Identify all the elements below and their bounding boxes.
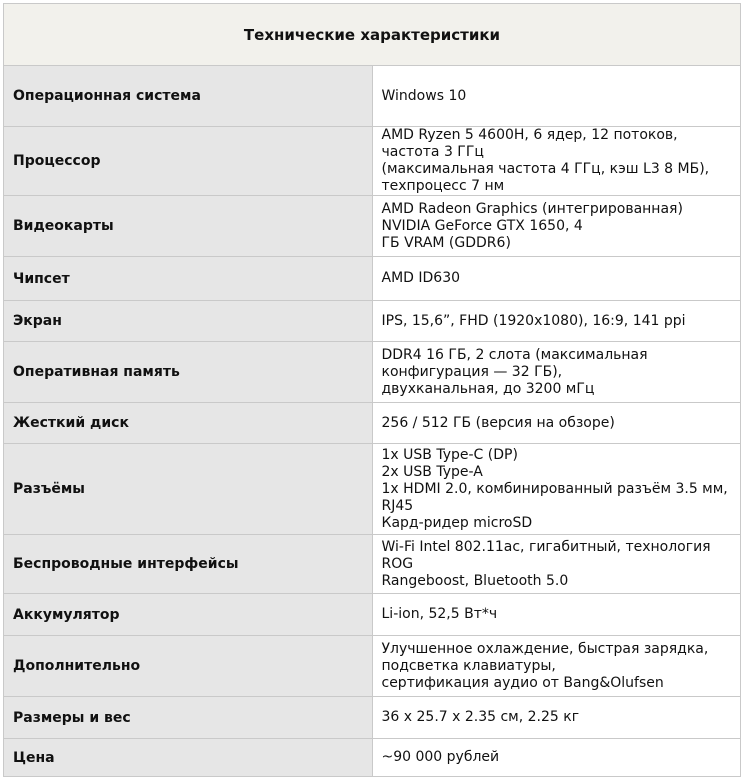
row-label: Беспроводные интерфейсы xyxy=(4,535,373,594)
specs-table xyxy=(3,3,741,777)
value-line: Wi-Fi Intel 802.11ac, гигабитный, технология ROG xyxy=(381,538,711,572)
value-line: AMD ID630 xyxy=(381,270,461,286)
value-line: Rangeboost, Bluetooth 5.0 xyxy=(381,572,569,589)
row-value xyxy=(372,257,741,301)
row-value xyxy=(372,636,741,697)
value-line: ГБ VRAM (GDDR6) xyxy=(381,234,511,251)
row-label: Жесткий диск xyxy=(4,403,373,444)
table-title: Технические характеристики xyxy=(4,4,741,66)
row-value xyxy=(372,535,741,594)
table-row xyxy=(4,127,741,196)
value-line: 1x USB Type-C (DP) xyxy=(381,446,518,463)
row-value xyxy=(372,127,741,196)
row-value xyxy=(372,301,741,342)
table-row xyxy=(4,535,741,594)
table-row xyxy=(4,444,741,535)
row-label: Чипсет xyxy=(4,257,373,301)
table-row xyxy=(4,403,741,444)
value-line: Кард-ридер microSD xyxy=(381,514,533,531)
table-row xyxy=(4,66,741,127)
value-line: (максимальная частота 4 ГГц, кэш L3 8 МБ), техпроцесс 7 нм xyxy=(381,161,710,194)
value-line: IPS, 15,6”, FHD (1920x1080), 16:9, 141 ppi xyxy=(381,312,686,329)
row-value xyxy=(372,594,741,636)
table-row xyxy=(4,594,741,636)
row-label: Оперативная память xyxy=(4,342,373,403)
row-value xyxy=(372,444,741,535)
table-title-row xyxy=(4,4,741,66)
row-label: Процессор xyxy=(4,127,373,196)
table-row xyxy=(4,196,741,257)
row-label: Экран xyxy=(4,301,373,342)
row-label: Размеры и вес xyxy=(4,697,373,739)
value-line: 36 x 25.7 x 2.35 см, 2.25 кг xyxy=(381,709,580,725)
table-row xyxy=(4,697,741,739)
value-line: сертификация аудио от Bang&Olufsen xyxy=(381,674,664,691)
row-value xyxy=(372,196,741,257)
value-line: AMD Radeon Graphics (интегрированная) NVIDIA GeForce GTX 1650, 4 xyxy=(381,200,683,234)
row-label: Операционная система xyxy=(4,66,373,127)
row-value xyxy=(372,66,741,127)
table-row xyxy=(4,301,741,342)
table-row xyxy=(4,257,741,301)
row-label: Аккумулятор xyxy=(4,594,373,636)
table-row xyxy=(4,739,741,777)
row-value xyxy=(372,697,741,739)
value-line: ~90 000 рублей xyxy=(381,749,500,765)
row-value xyxy=(372,739,741,777)
value-line: 1x HDMI 2.0, комбинированный разъём 3.5 мм, RJ45 xyxy=(381,480,728,514)
value-line: DDR4 16 ГБ, 2 слота (максимальная конфигурация — 32 ГБ), xyxy=(381,346,648,380)
value-line: Windows 10 xyxy=(381,87,467,104)
table-row xyxy=(4,636,741,697)
value-line: Улучшенное охлаждение, быстрая зарядка, подсветка клавиатуры, xyxy=(381,640,709,674)
table-row xyxy=(4,342,741,403)
row-label: Видеокарты xyxy=(4,196,373,257)
value-line: AMD Ryzen 5 4600H, 6 ядер, 12 потоков, частота 3 ГГц xyxy=(381,127,678,160)
row-value xyxy=(372,342,741,403)
value-line: Li-ion, 52,5 Вт*ч xyxy=(381,606,498,622)
row-label: Дополнительно xyxy=(4,636,373,697)
value-line: двухканальная, до 3200 мГц xyxy=(381,380,595,397)
row-label: Цена xyxy=(4,739,373,777)
value-line: 256 / 512 ГБ (версия на обзоре) xyxy=(381,414,615,431)
row-value xyxy=(372,403,741,444)
value-line: 2x USB Type-A xyxy=(381,463,483,480)
row-label: Разъёмы xyxy=(4,444,373,535)
